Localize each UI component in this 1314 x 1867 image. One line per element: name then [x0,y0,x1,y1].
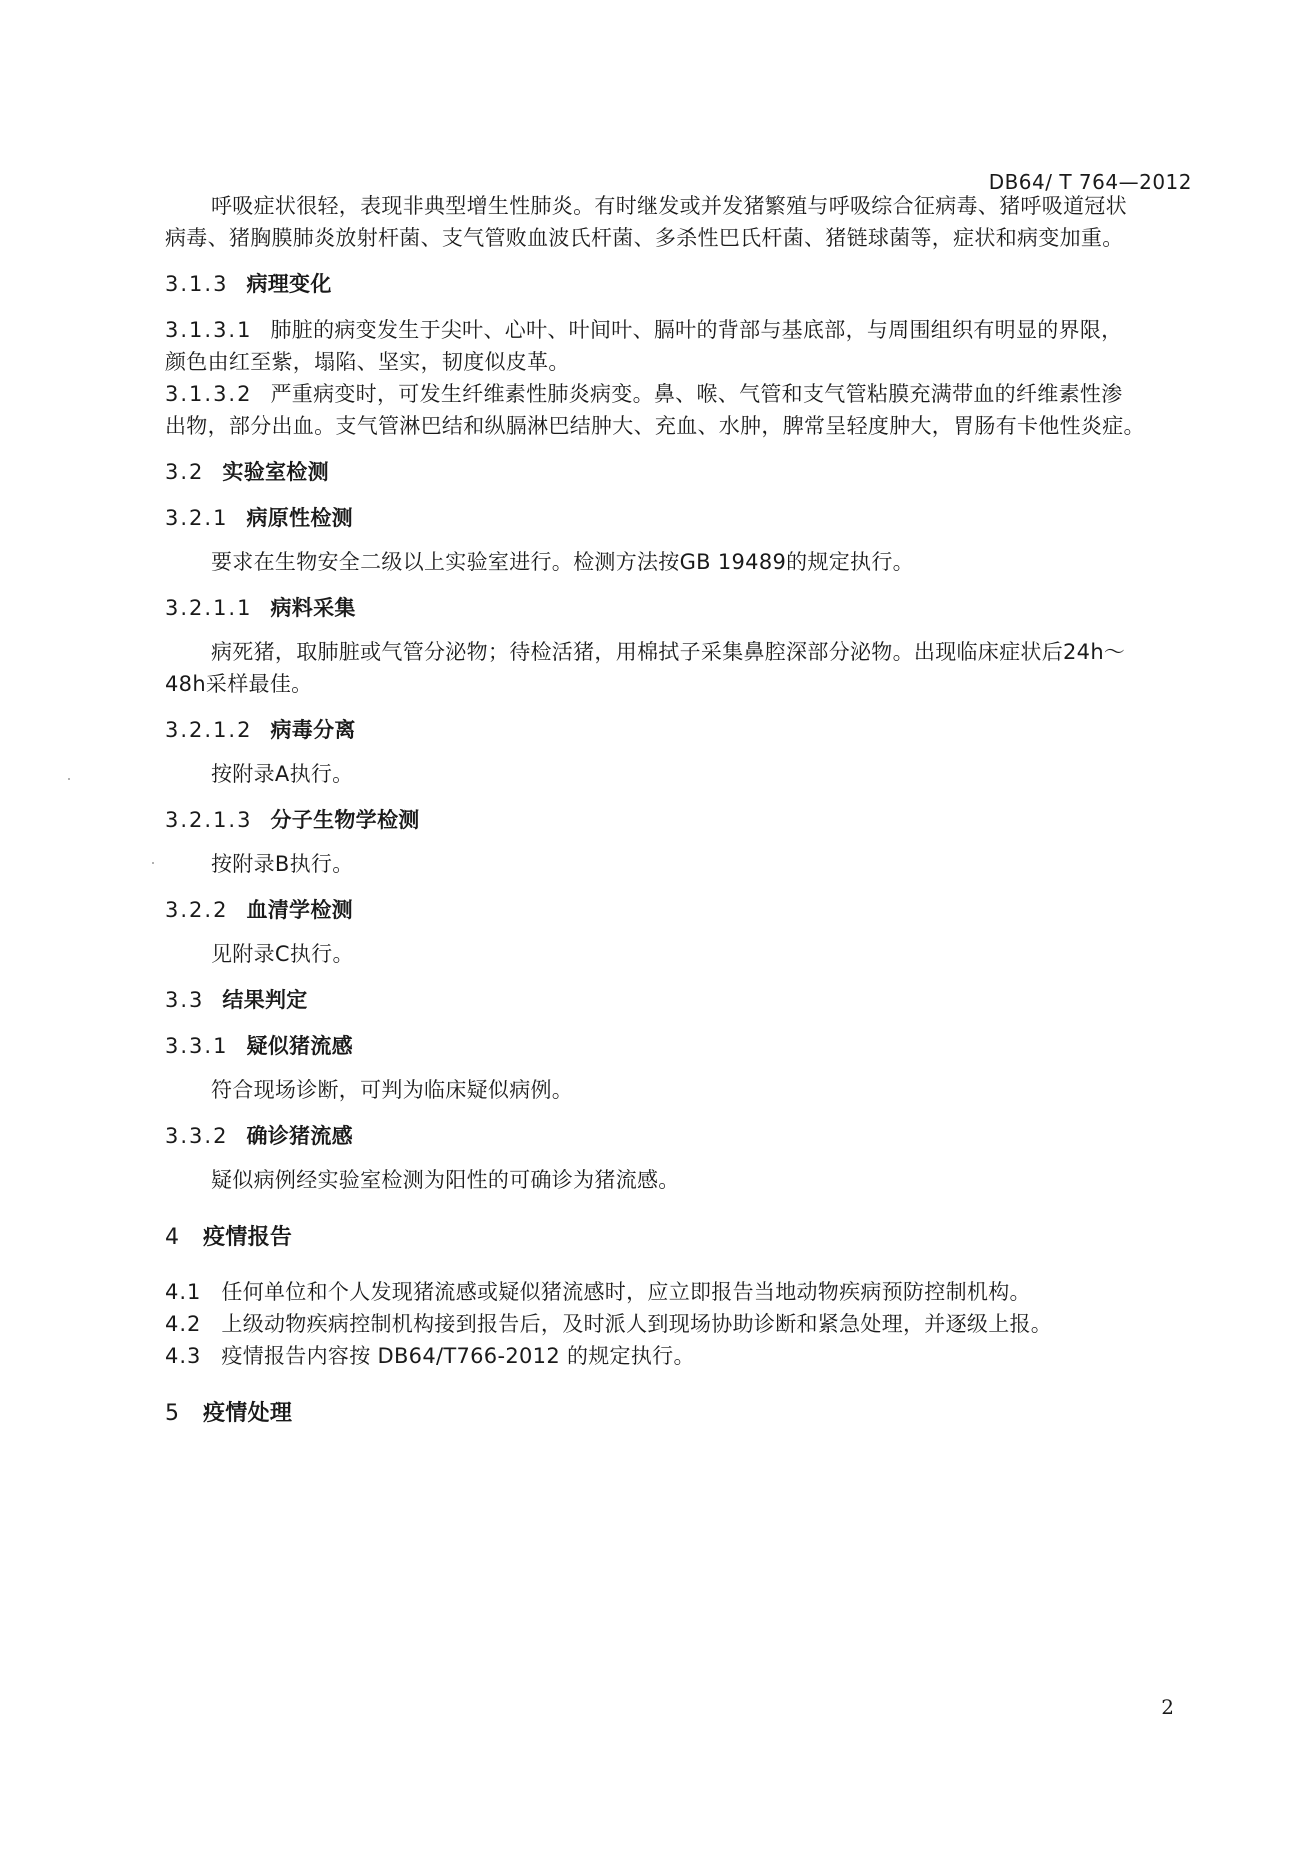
section-title: 实验室检测 [222,460,329,484]
paragraph-line: 符合现场诊断，可判为临床疑似病例。 [211,1078,574,1102]
section-title: 分子生物学检测 [270,808,420,832]
section-title: 病原性检测 [246,506,353,530]
page-number: 2 [1161,1695,1174,1719]
scan-speck [68,778,70,780]
paragraph-line: 按附录A执行。 [211,762,354,786]
section-number: 3.3 [165,988,205,1012]
section-number: 3.2 [165,460,205,484]
section-title: 结果判定 [222,988,308,1012]
section-number: 3.3.2 [165,1124,229,1148]
clause-number: 4.1 [165,1280,202,1304]
paragraph-line: 病死猪，取肺脏或气管分泌物；待检活猪，用棉拭子采集鼻腔深部分泌物。出现临床症状后24h～ [211,640,1126,664]
clause-4-2 [165,1308,1195,1338]
paragraph-line: 要求在生物安全二级以上实验室进行。检测方法按GB 19489的规定执行。 [211,550,914,574]
chapter-number: 4 [165,1225,181,1250]
section-heading-3-2-1-2 [165,714,1195,744]
section-heading-3-3-2 [165,1120,1195,1150]
chapter-heading-4 [165,1220,1195,1251]
clause-4-1 [165,1276,1195,1306]
section-number: 3.2.1 [165,506,229,530]
section-title: 病理变化 [246,272,332,296]
paragraph-line: 呼吸症状很轻，表现非典型增生性肺炎。有时继发或并发猪繁殖与呼吸综合征病毒、猪呼吸道冠状 [211,194,1127,218]
clause-text: 任何单位和个人发现猪流感或疑似猪流感时，应立即报告当地动物疾病预防控制机构。 [221,1280,1031,1304]
section-heading-3-2-1 [165,502,1195,532]
paragraph-line: 出物，部分出血。支气管淋巴结和纵膈淋巴结肿大、充血、水肿，脾常呈轻度肿大，胃肠有卡他性炎症。 [165,414,1145,438]
standard-code: DB64/ T 764—2012 [988,170,1192,194]
paragraph-line: 颜色由红至紫，塌陷、坚实，韧度似皮革。 [165,350,570,374]
paragraph-line: 病毒、猪胸膜肺炎放射杆菌、支气管败血波氏杆菌、多杀性巴氏杆菌、猪链球菌等，症状和病变加重。 [165,226,1124,250]
clause-3-1-3-1 [165,314,1195,344]
clause-number: 3.1.3.2 [165,382,253,406]
scan-speck [152,862,154,864]
section-heading-3-2-1-3 [165,804,1195,834]
section-number: 3.2.1.1 [165,596,253,620]
chapter-heading-5 [165,1396,1195,1427]
chapter-title: 疫情报告 [203,1225,293,1250]
section-heading-3-2-1-1 [165,592,1195,622]
section-number: 3.2.2 [165,898,229,922]
section-title: 疑似猪流感 [246,1034,353,1058]
chapter-title: 疫情处理 [203,1401,293,1426]
paragraph-line: 48h采样最佳。 [165,672,313,696]
paragraph-line: 见附录C执行。 [211,942,354,966]
paragraph-line: 按附录B执行。 [211,852,354,876]
section-title: 血清学检测 [246,898,353,922]
clause-number: 4.2 [165,1312,202,1336]
section-title: 确诊猪流感 [246,1124,353,1148]
clause-text: 肺脏的病变发生于尖叶、心叶、叶间叶、膈叶的背部与基底部，与周围组织有明显的界限， [270,318,1123,342]
clause-4-3 [165,1340,1195,1370]
section-heading-3-3-1 [165,1030,1195,1060]
clause-3-1-3-2 [165,378,1195,408]
clause-text: 严重病变时，可发生纤维素性肺炎病变。鼻、喉、气管和支气管粘膜充满带血的纤维素性渗 [270,382,1123,406]
section-number: 3.2.1.3 [165,808,253,832]
section-heading-3-3 [165,984,1195,1014]
paragraph-line: 疑似病例经实验室检测为阳性的可确诊为猪流感。 [211,1168,680,1192]
section-number: 3.1.3 [165,272,229,296]
clause-number: 4.3 [165,1344,202,1368]
section-heading-3-2-2 [165,894,1195,924]
clause-text: 上级动物疾病控制机构接到报告后，及时派人到现场协助诊断和紧急处理，并逐级上报。 [221,1312,1053,1336]
section-number: 3.3.1 [165,1034,229,1058]
section-number: 3.2.1.2 [165,718,253,742]
section-heading-3-2 [165,456,1195,486]
clause-text: 疫情报告内容按 DB64/T766-2012 的规定执行。 [221,1344,695,1368]
section-title: 病料采集 [270,596,356,620]
chapter-number: 5 [165,1401,181,1426]
section-title: 病毒分离 [270,718,356,742]
clause-number: 3.1.3.1 [165,318,253,342]
section-heading-3-1-3 [165,268,1195,298]
